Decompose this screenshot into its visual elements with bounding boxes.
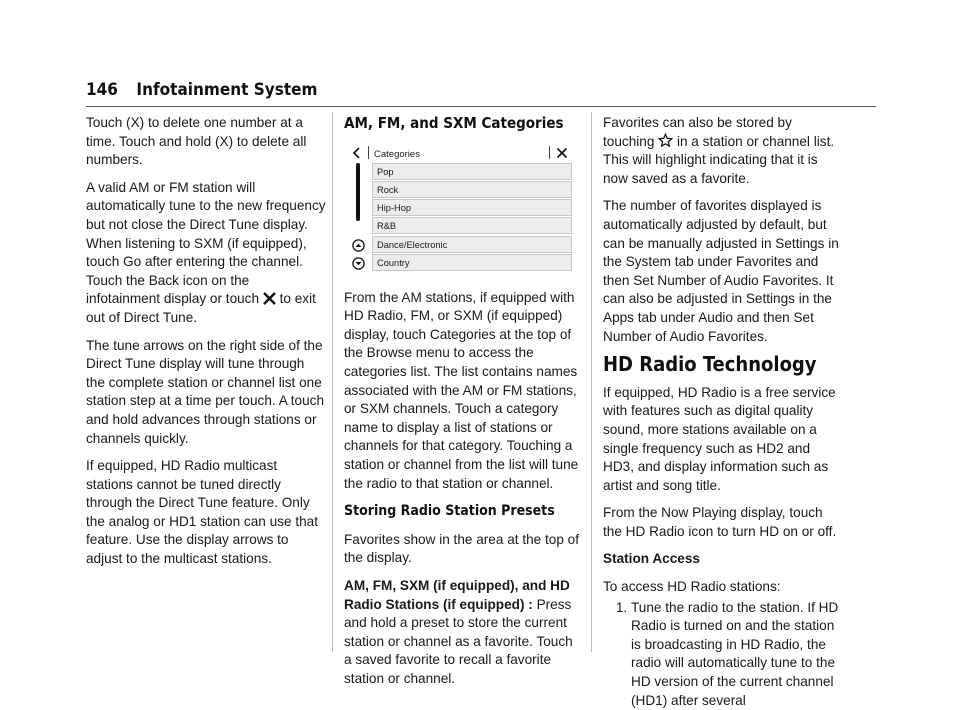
paragraph: To access HD Radio stations: [603, 579, 781, 595]
separator [549, 146, 550, 159]
text: Press and hold a preset to store the current station or channel as a favorite. Touch a saved favorite to recall a favorite station or channel. [344, 596, 573, 686]
heading-hd-radio: HD Radio Technology [603, 352, 817, 377]
bold-label: AM, FM, SXM (if equipped), and HD Radio Stations (if equipped) : [344, 577, 570, 612]
separator [368, 146, 369, 159]
page-number: 146 [86, 80, 118, 100]
page-header [86, 80, 876, 108]
category-list [372, 163, 572, 273]
paragraph: From the AM stations, if equipped with HD Radio, FM, or SXM (if equipped) display, touch Categories at the top of the Browse menu to access the categories list. The list contains names associated with the AM or FM stations, or SXM channels. Touch a category name to display a list of stations or channels for that category. Touching a station or channel from the list will tune the radio to that station or channel. [344, 289, 579, 491]
text: to exit out of Direct Tune. [86, 291, 316, 325]
star-outline-icon [658, 133, 673, 148]
text: A valid AM or FM station will automatically tune to the new frequency but not close the Direct Tune display. When listening to SXM (if equipped), touch Go after entering the channel. Touch the Back icon on the infotainment display or touch [86, 179, 326, 307]
paragraph: Favorites show in the area at the top of the display. [344, 531, 580, 566]
text: Favorites can also be stored by touching [603, 115, 792, 149]
paragraph: If equipped, HD Radio multicast stations cannot be tuned directly through the Direct Tune feature. Only the analog or HD1 station can use that feature. Use the display arrows to adjust to the multicast stations. [86, 458, 318, 567]
list-item: Dance/Electronic [372, 236, 572, 253]
paragraph: If equipped, HD Radio is a free service with features such as digital quality sound, more stations available on a single frequency such as HD2 and HD3, and display information such as artist and song title. [603, 384, 836, 493]
list-item: R&B [372, 217, 572, 234]
column-3 [603, 114, 843, 710]
label-station-access: Station Access [603, 551, 700, 567]
subheading-presets: Storing Radio Station Presets [344, 503, 555, 520]
list-item: Country [372, 254, 572, 271]
list-item: Hip-Hop [372, 199, 572, 216]
section-title: Infotainment System [136, 80, 318, 100]
widget-title: Categories [374, 148, 420, 160]
categories-screenshot [348, 145, 572, 273]
column-2 [344, 114, 584, 697]
scroll-down-icon [352, 257, 365, 270]
close-icon [556, 147, 568, 159]
paragraph [603, 114, 843, 188]
list-item: Pop [372, 163, 572, 180]
back-chevron-icon [351, 147, 363, 159]
header-rule [86, 106, 876, 107]
column-1 [86, 114, 326, 578]
scroll-up-icon [352, 239, 365, 252]
close-x-icon [263, 292, 276, 305]
paragraph [86, 179, 326, 328]
text: in a station or channel list. This will highlight indicating that it is now saved as a favorite. [603, 133, 835, 186]
paragraph: From the Now Playing display, touch the HD Radio icon to turn HD on or off. [603, 505, 837, 539]
column-divider [591, 112, 592, 652]
steps-list [603, 599, 843, 710]
paragraph: The tune arrows on the right side of the Direct Tune display will tune through the complete station or channel list one station step at a time per touch. A touch and hold advances through stations or channels quickly. [86, 337, 325, 446]
paragraph: Touch (X) to delete one number at a time. Touch and hold (X) to delete all numbers. [86, 115, 307, 168]
list-item: Rock [372, 181, 572, 198]
paragraph: The number of favorites displayed is automatically adjusted by default, but can be manually adjusted in Settings in the System tab under Favorites and then Set Number of Audio Favorites. It can also be adjusted in Settings in the Apps tab under Audio and then Set Number of Audio Favorites. [603, 198, 839, 344]
heading-categories: AM, FM, and SXM Categories [344, 114, 564, 132]
column-divider [332, 112, 333, 652]
list-item: 1. Tune the radio to the station. If HD Radio is turned on and the station is broadcasting in HD Radio, the radio will automatically tune to the HD version of the current channel (HD1) after several [631, 599, 843, 710]
widget-topbar [348, 145, 572, 161]
paragraph [344, 577, 584, 689]
scrollbar [356, 163, 360, 221]
